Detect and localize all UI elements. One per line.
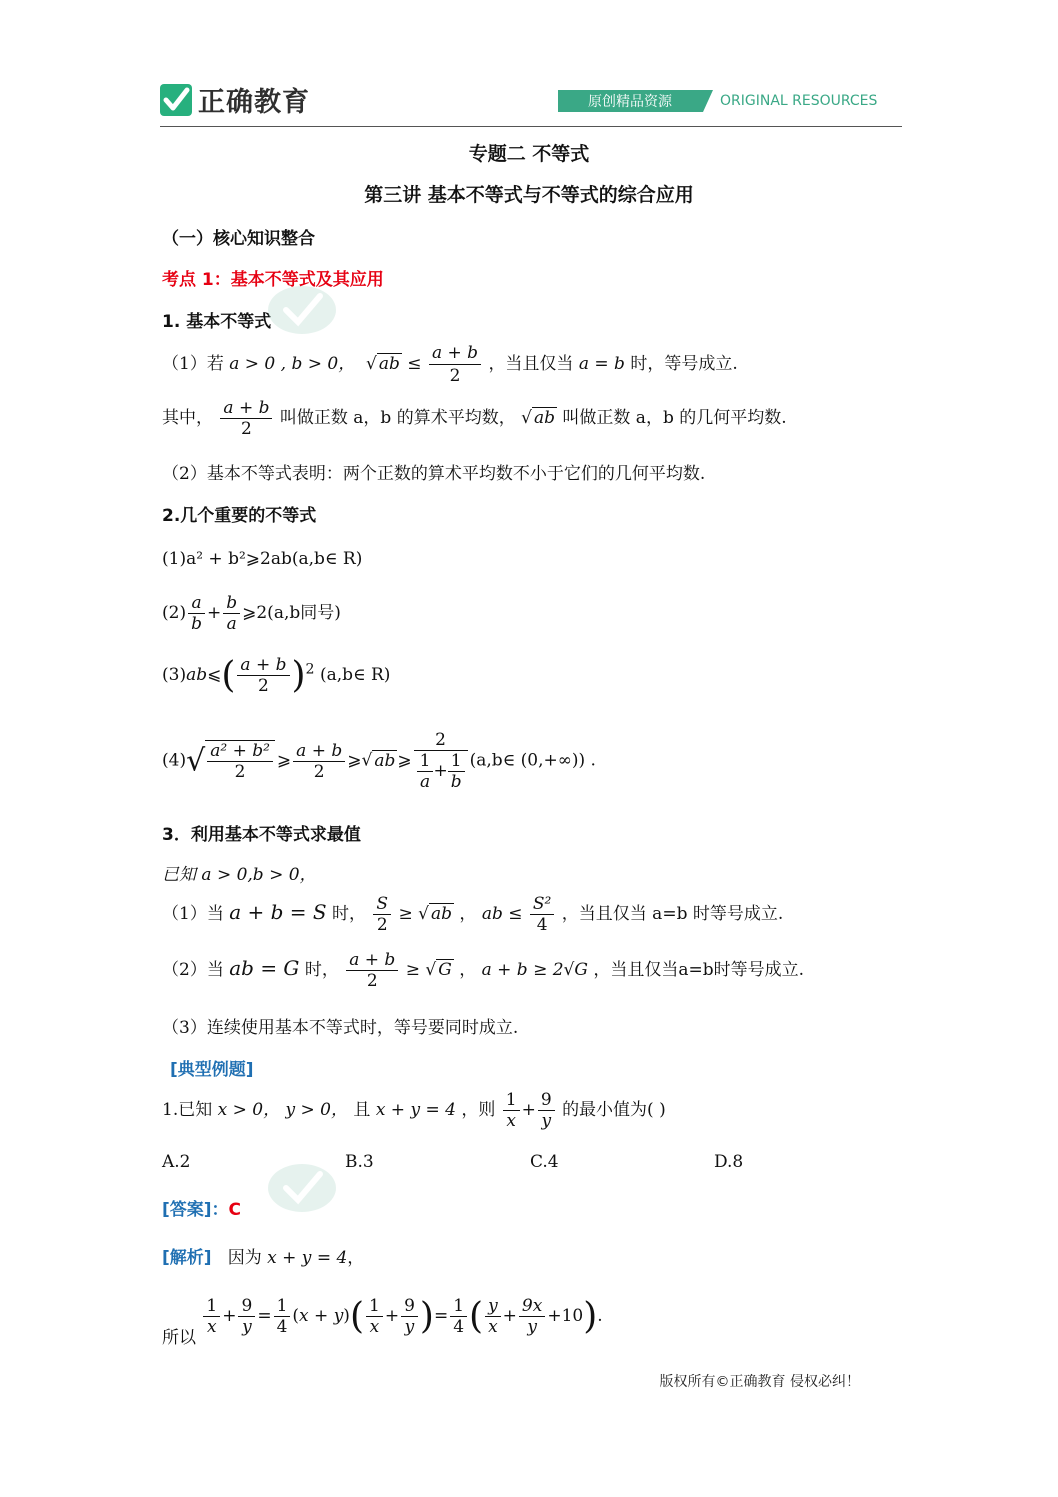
c2-cond: ab = G — [229, 956, 300, 980]
p1-end: 时，等号成立. — [630, 354, 738, 374]
q-then: ，则 — [461, 1100, 496, 1120]
item3-case3: （3）连续使用基本不等式时，等号要同时成立. — [162, 1018, 519, 1038]
analysis-label: [解析] — [162, 1248, 212, 1268]
ineq-3: (3)ab⩽( $\frac{a + b}{2}$ )$^2$ (a,b∈ R) — [162, 655, 391, 696]
item1-p2 — [162, 398, 787, 439]
check-logo-icon — [160, 84, 192, 116]
example-label: [典型例题] — [170, 1060, 254, 1080]
analysis-eq: x + y = 4 — [267, 1248, 348, 1268]
p1-suffix: ，当且仅当 — [488, 354, 574, 374]
banner-en: ORIGINAL RESOURCES — [720, 93, 878, 109]
item1-heading: 1. 基本不等式 — [162, 312, 272, 332]
example-question — [162, 1090, 666, 1131]
ineq3-suffix: (a,b∈ R) — [319, 665, 391, 685]
answer-value: C — [228, 1200, 242, 1220]
formula-sqrt-ab-le: √ ab ≤ $\frac{a + b}{2}$ — [361, 354, 483, 374]
c1-end: ，当且仅当 a=b 时等号成立. — [561, 904, 784, 924]
item1-p1 — [162, 342, 738, 387]
watermark-cloud-icon-2 — [262, 1148, 342, 1218]
item3-heading: 3．利用基本不等式求最值 — [162, 825, 361, 845]
copyright-footer: 版权所有©正确教育 侵权必纠！ — [659, 1374, 860, 1390]
ineq-4: (4)√ $\frac{\text{a² + b²}}{2}$ ⩾ $\frac{a + b}{2}$ ⩾√ ab ⩾ 2 $\frac{1}{a}$ + $\frac{1}{b}$ (a,b∈ (0,+∞)) . — [162, 730, 596, 792]
analysis-line — [162, 1243, 364, 1268]
ineq2-suffix: ⩾2(a,b同号) — [242, 603, 341, 623]
item2-heading: 2.几个重要的不等式 — [162, 506, 317, 526]
c1-cond: a + b = S — [229, 900, 327, 924]
analysis-comma: ， — [347, 1248, 365, 1268]
topic-title: 专题二 不等式 — [468, 143, 590, 165]
p2-mid: 叫做正数 a，b 的算术平均数， — [279, 408, 516, 428]
therefore-text: 所以 — [162, 1328, 196, 1348]
option-d: D.8 — [714, 1152, 744, 1172]
formula-1x-9y: $\frac{1}{x}$ + $\frac{9}{y}$ — [501, 1100, 557, 1120]
c2-mid: a + b ≥ 2√G — [481, 960, 588, 980]
option-a: A.2 — [162, 1152, 191, 1172]
q-prefix: 1.已知 — [162, 1100, 213, 1120]
watermark-cloud-icon — [262, 270, 342, 340]
ineq-2: (2) $\frac{a}{b}$ + $\frac{b}{a}$ ⩾2(a,b同号) — [162, 593, 341, 634]
header-divider — [160, 126, 902, 127]
item3-given: 已知 a > 0,b > 0， — [162, 865, 317, 885]
p1-cond: a > 0 , b > 0， — [229, 354, 356, 374]
ineq-1: (1)a² + b²⩾2ab(a,b∈ R) — [162, 549, 363, 569]
kaodian-heading: 考点 1：基本不等式及其应用 — [162, 270, 384, 290]
q-end: 的最小值为( ) — [562, 1100, 666, 1120]
p2-prefix: 其中， — [162, 408, 213, 428]
c1-time: 时， — [332, 904, 367, 924]
formula-ab-le: ab ≤ $\frac{\text{S²}}{4}$ — [482, 904, 557, 924]
lecture-title: 第三讲 基本不等式与不等式的综合应用 — [364, 184, 694, 206]
q-y: y > 0， — [285, 1100, 348, 1120]
answer-line — [162, 1195, 241, 1220]
p1-prefix: （1）若 — [162, 354, 224, 374]
formula-geo-mean: √ ab — [521, 408, 555, 428]
q-and: 且 — [353, 1100, 371, 1120]
p2-end: 叫做正数 a，b 的几何平均数. — [562, 408, 787, 428]
option-b: B.3 — [345, 1152, 374, 1172]
c2-time: 时， — [304, 960, 339, 980]
formula-s-half: $\frac{S}{2}$ ≥ √ ab — [371, 904, 454, 924]
item1-p3: （2）基本不等式表明：两个正数的算术平均数不小于它们的几何平均数. — [162, 464, 706, 484]
c2-prefix: （2）当 — [162, 960, 224, 980]
formula-arith-mean: $\frac{a + b}{2}$ — [220, 398, 272, 439]
analysis-derivation: 所以 $\frac{1}{x}$ + $\frac{9}{y}$ = $\frac{1}{4}$ (x + y)( $\frac{1}{x}$ + $\frac{9}{y}$ )= $\frac{1}{4}$ ( $\frac{y}{x}$ + $\frac{9x}{y}$ +10). — [162, 1296, 603, 1348]
p1-eq: a = b — [578, 354, 625, 374]
section-heading: （一）核心知识整合 — [162, 229, 315, 249]
logo-text: 正确教育 — [198, 87, 310, 118]
c2-end: ，当且仅当a=b时等号成立. — [593, 960, 805, 980]
item3-case2: （2）当 ab = G 时， $\frac{a + b}{2}$ ≥ √ G ， a + b ≥ 2√G ，当且仅当a=b时等号成立. — [162, 950, 805, 991]
answer-label: [答案]： — [162, 1200, 229, 1220]
analysis-text: 因为 — [227, 1248, 262, 1268]
ineq4-suffix: (a,b∈ (0,+∞)) . — [469, 750, 596, 771]
item3-case1: （1）当 a + b = S 时， $\frac{S}{2}$ ≥ √ ab ， ab ≤ $\frac{\text{S²}}{4}$ ，当且仅当 a=b 时等号成立. — [162, 894, 784, 935]
banner-cn: 原创精品资源 — [588, 94, 672, 110]
q-sum: x + y = 4 — [375, 1100, 456, 1120]
formula-half-ge: $\frac{a + b}{2}$ ≥ √ G — [344, 960, 454, 980]
option-c: C.4 — [530, 1152, 559, 1172]
q-x: x > 0， — [217, 1100, 281, 1120]
c1-prefix: （1）当 — [162, 904, 224, 924]
